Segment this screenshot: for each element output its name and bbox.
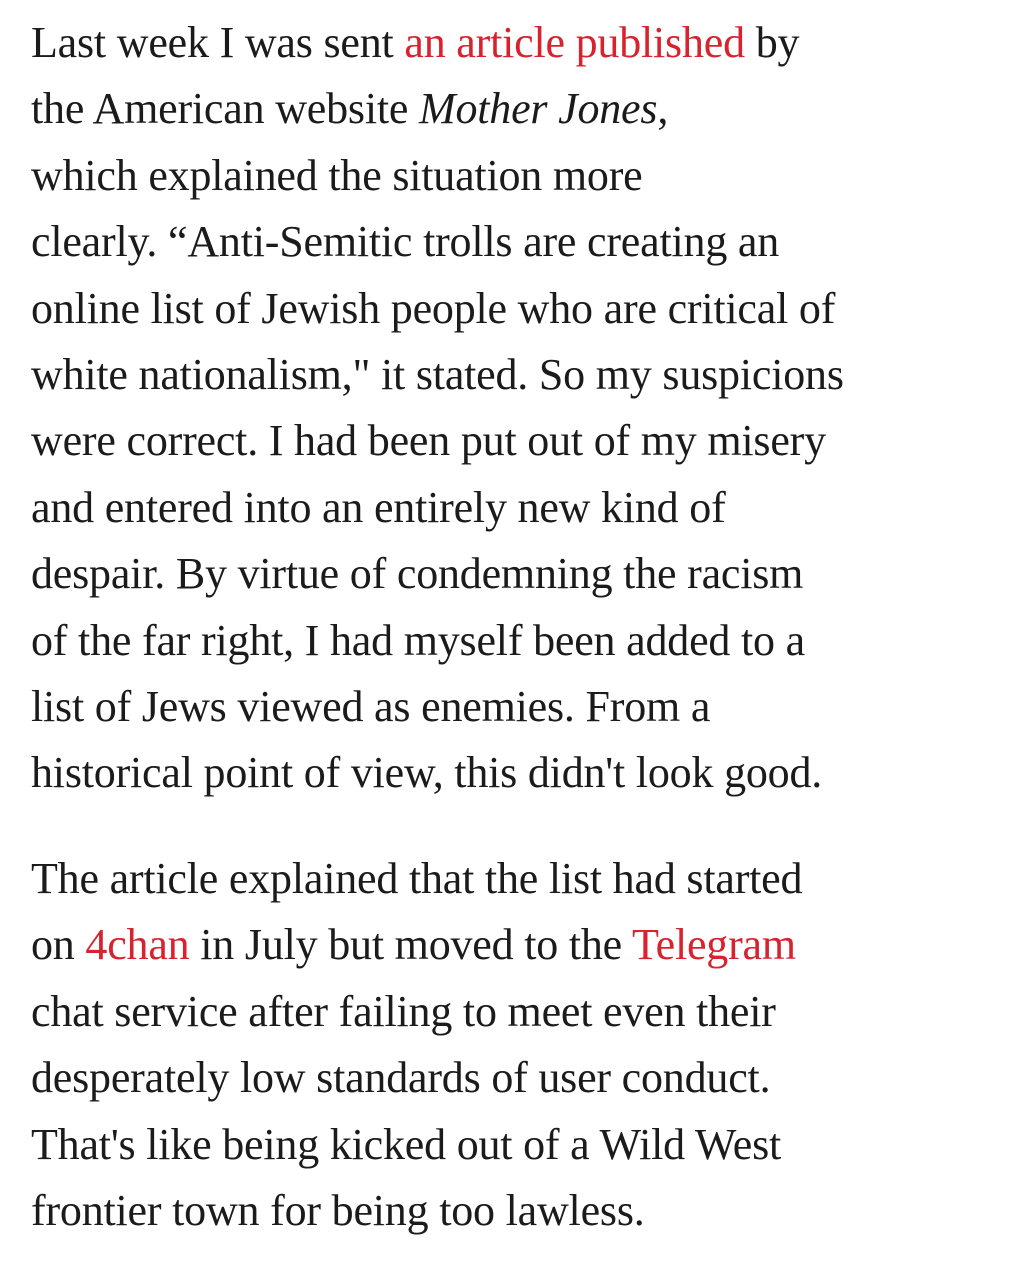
text-line: chat service after failing to meet even their <box>31 986 776 1036</box>
text-run: the American website <box>31 84 419 134</box>
paragraph-2 <box>31 846 991 1244</box>
paragraph-1 <box>31 10 991 807</box>
text-line: were correct. I had been put out of my misery <box>31 416 826 466</box>
text-line <box>31 912 991 978</box>
text-run: by <box>744 18 800 67</box>
text-line: The article explained that the list had started <box>31 853 803 903</box>
text-line <box>31 76 991 142</box>
text-line: and entered into an entirely new kind of <box>31 482 726 532</box>
publication-name: Mother Jones <box>419 84 658 134</box>
article-published-link[interactable]: an article published <box>404 18 745 67</box>
text-line: online list of Jewish people who are critical of <box>31 283 836 333</box>
text-run: on <box>31 920 86 970</box>
text-line: list of Jews viewed as enemies. From a <box>31 682 711 732</box>
text-line: clearly. “Anti-Semitic trolls are creating an <box>31 217 780 267</box>
text-line: frontier town for being too lawless. <box>31 1185 645 1235</box>
text-line: which explained the situation more <box>31 150 643 200</box>
text-line: white nationalism," it stated. So my suspicions <box>31 350 844 400</box>
text-run: Last week I was sent <box>31 18 405 67</box>
text-run: , <box>657 84 669 134</box>
text-line <box>31 10 991 76</box>
text-run: in July but moved to the <box>189 920 633 970</box>
text-line: desperately low standards of user conduct. <box>31 1053 771 1103</box>
4chan-link[interactable]: 4chan <box>85 920 190 970</box>
telegram-link[interactable]: Telegram <box>632 920 796 970</box>
text-line: That's like being kicked out of a Wild West <box>31 1119 782 1169</box>
text-line: of the far right, I had myself been added to a <box>31 615 805 665</box>
article-body <box>31 10 991 1244</box>
text-line: despair. By virtue of condemning the racism <box>31 549 804 599</box>
text-line: historical point of view, this didn't look good. <box>31 748 823 798</box>
